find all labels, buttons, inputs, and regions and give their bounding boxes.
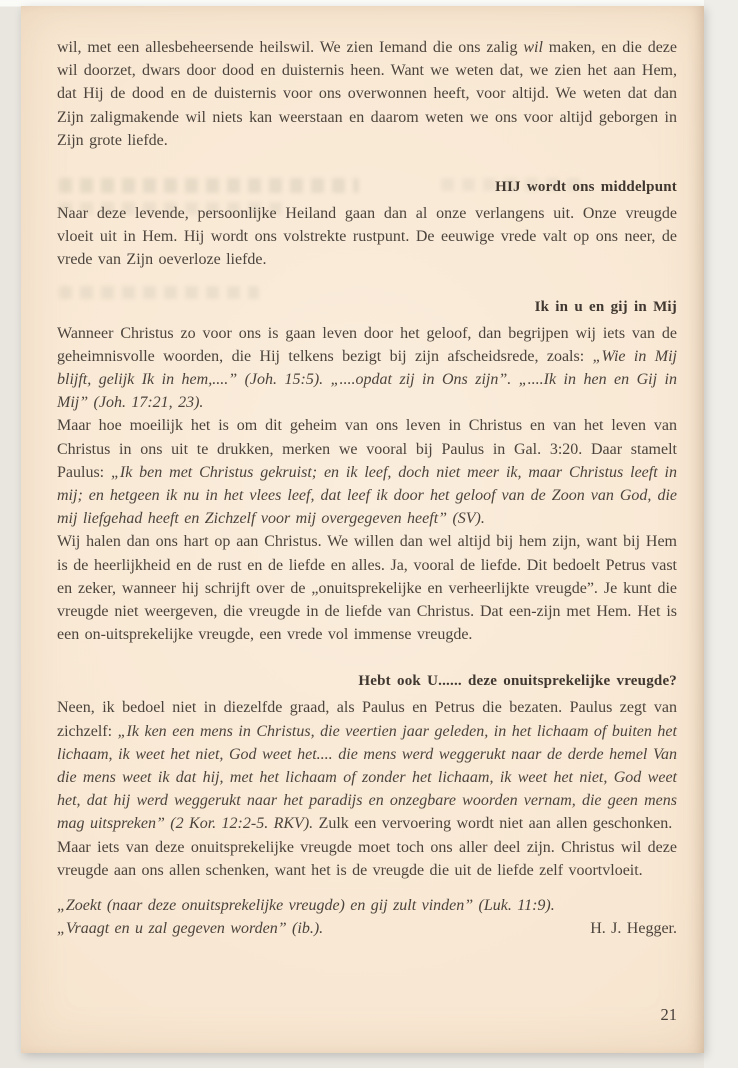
paragraph-neen-ik-bedoel: Neen, ik bedoel niet in diezelfde graad, als Paulus en Petrus die bezaten. Paulus zegt van zichzelf: „Ik ken een mens in Christus, die veertien jaar geleden, in het lichaam of buiten het lichaam, ik weet het niet, God weet het.... die mens werd weggerukt naar de derde hemel Van die mens weet ik dat hij, met het lichaam of zonder het lichaam, ik weet het niet, God weet het, dat hij werd weggerukt naar het paradijs en onzegbare woorden vernam, die geen mens mag uitspreken” (2 Kor. 12:2-5. RKV). Zulk een vervoering wordt niet aan allen geschonken. <box>57 699 677 833</box>
paragraph-maar-iets: Maar iets van deze onuitsprekelijke vreugde moet toch ons aller deel zijn. Christus wil deze vreugde aan ons allen schenken, want het is de vreugde die uit de liefde zelf voortvloeit. <box>57 838 677 879</box>
book-page <box>21 6 704 1053</box>
section-heading-hebt-ook-u: Hebt ook U...... deze onuitsprekelijke vreugde? <box>358 673 677 690</box>
closing-quote-1: „Zoekt (naar deze onuitsprekelijke vreugde) en gij zult vinden” (Luk. 11:9). <box>57 897 555 915</box>
closing-line <box>57 917 677 940</box>
paragraph-middelpunt: Naar deze levende, persoonlijke Heiland gaan dan al onze verlangens uit. Onze vreugde vloeit uit in Hem. Hij wordt ons volstrekte rustpunt. De eeuwige vrede valt op ons neer, de vrede van Zijn oeverloze liefde. <box>57 205 677 269</box>
page-number: 21 <box>660 1005 677 1024</box>
closing-quotes <box>57 894 677 940</box>
paragraph-wij-halen: Wij halen dan ons hart op aan Christus. We willen dan wel altijd bij hem zijn, want bij Hem is de heerlijkheid en de rust en de liefde en alles. Ja, vooral de liefde. Dit bedoelt Petrus vast en zeker, wanneer hij schrijft over de „onuitsprekelijke en verheerlijkte vreugde”. Je kunt die vreugde niet weergeven, die vreugde in de liefde van Christus. Dat een-zijn met Hem. Het is een on-uitsprekelijke vreugde, een vrede vol immense vreugde. <box>57 533 677 644</box>
author-signature: H. J. Hegger. <box>590 920 677 938</box>
paragraph-continuation: wil, met een allesbeheersende heilswil. We zien Iemand die ons zalig wil maken, en die deze wil doorzet, dwars door dood en duisternis heen. Want we weten dat, we zien het aan Hem, dat Hij de dood en de duisternis voor ons overwonnen heeft, voor altijd. We weten dat dan Zijn zaligmakende wil niets kan weerstaan en daarom weten we ons voor altijd geborgen in Zijn grote liefde. <box>57 39 677 149</box>
paragraph-maar-hoe-moeilijk: Maar hoe moeilijk het is om dit geheim van ons leven in Christus en van het leven van Christus in ons uit te drukken, merken we vooral bij Paulus in Gal. 3:20. Daar stamelt Paulus: „Ik ben met Christus gekruist; en ik leef, doch niet meer ik, maar Christus leeft in mij; en hetgeen ik nu in het vlees leef, dat leef ik door het geloof van de Zoon van God, die mij liefgehad heeft en Zichzelf voor mij overgegeven heeft” (SV). <box>57 417 677 528</box>
scanner-background <box>704 0 738 1068</box>
section-heading-ik-in-u: Ik in u en gij in Mij <box>534 298 677 315</box>
text-column <box>57 36 677 941</box>
closing-quote-2: „Vraagt en u zal gegeven worden” (ib.). <box>57 920 324 938</box>
paragraph-wanneer-christus: Wanneer Christus zo voor ons is gaan leven door het geloof, dan begrijpen wij iets van de geheimnisvolle woorden, die Hij telkens bezigt bij zijn afscheidsrede, zoals: „Wie in Mij blijft, gelijk Ik in hem,....” (Joh. 15:5). „....opdat zij in Ons zijn”. „....Ik in hen en Gij in Mij” (Joh. 17:21, 23). <box>57 324 678 412</box>
section-heading-middelpunt: HIJ wordt ons middelpunt <box>495 179 677 196</box>
